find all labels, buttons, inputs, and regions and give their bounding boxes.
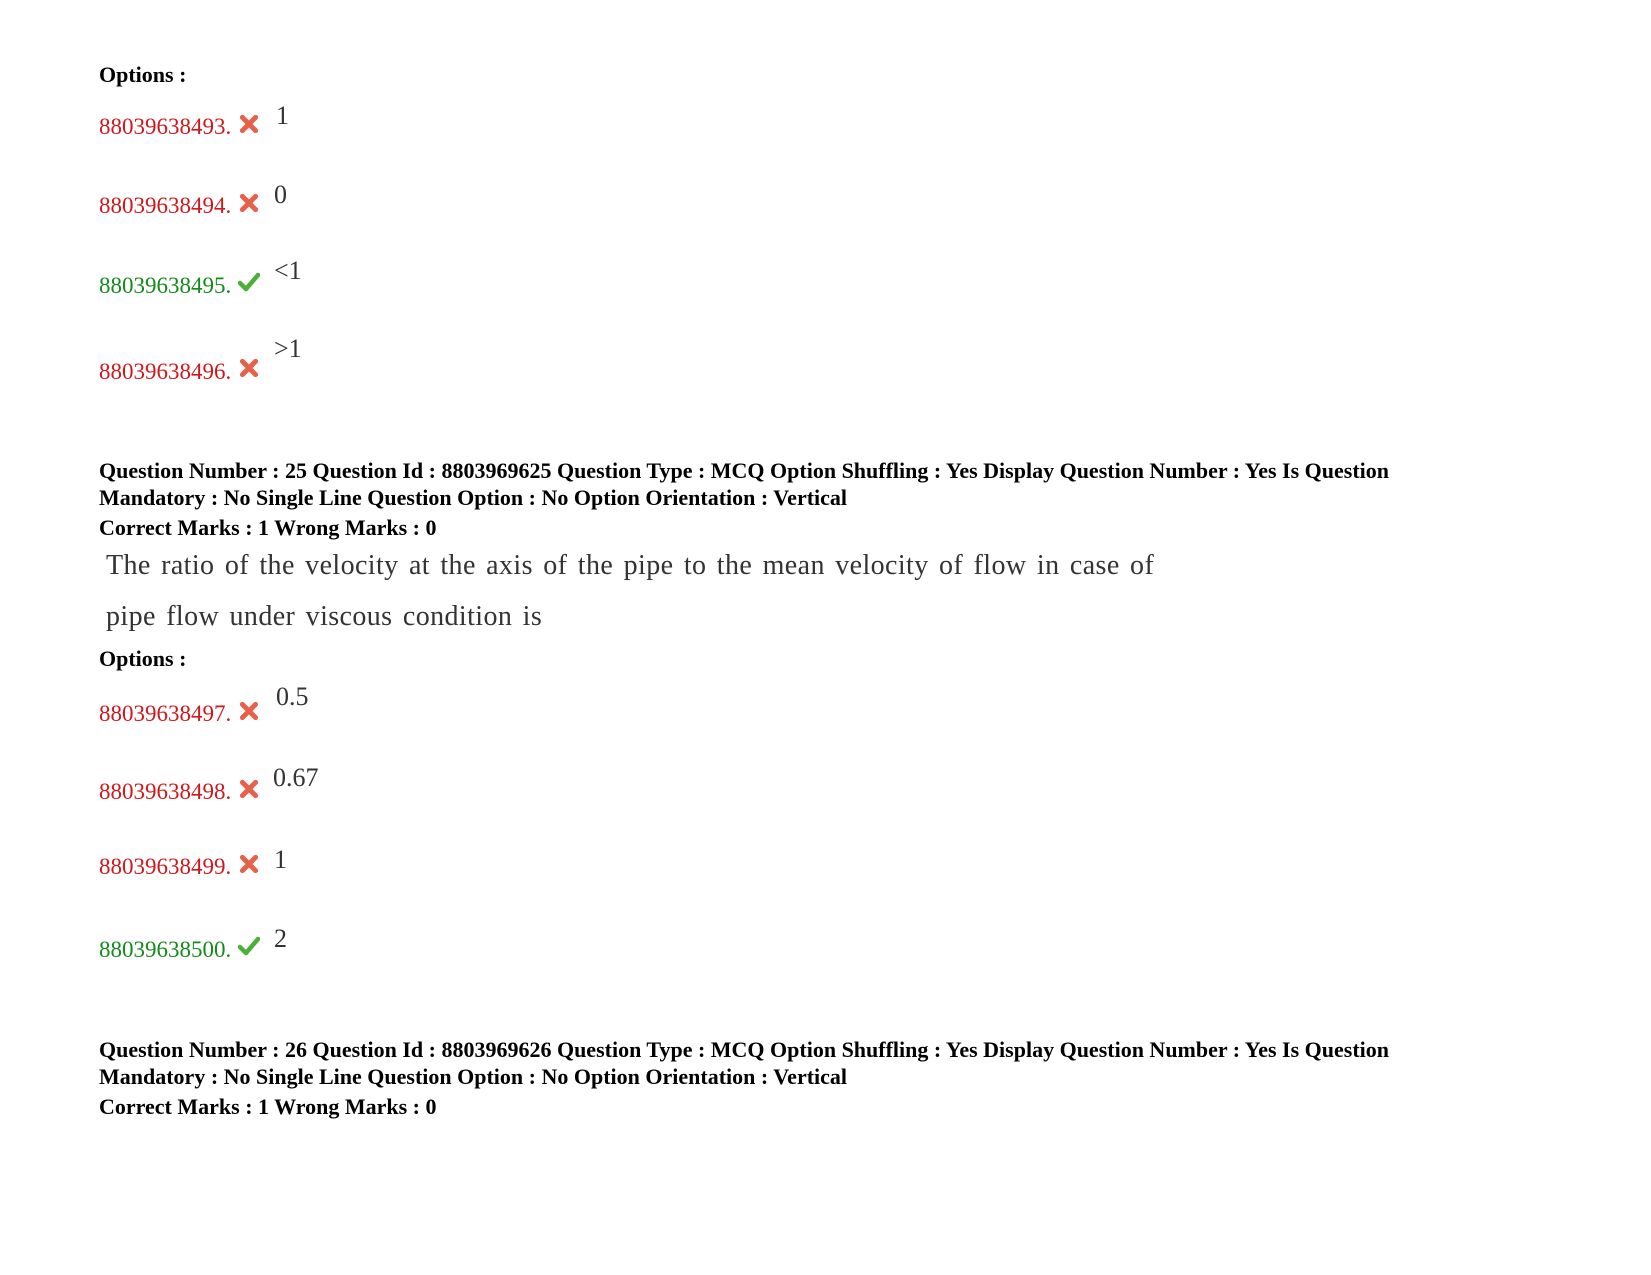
option-id: 88039638496. bbox=[99, 359, 232, 384]
cross-icon bbox=[238, 700, 260, 722]
question-meta-line: Question Number : 25 Question Id : 8803969625 Question Type : MCQ Option Shuffling : Yes Display Question Number : Yes Is Question bbox=[99, 458, 1389, 483]
option-value: <1 bbox=[274, 256, 302, 285]
question-text: pipe flow under viscous condition is bbox=[106, 601, 543, 632]
option-id: 88039638497. bbox=[99, 701, 232, 726]
option-value: 2 bbox=[274, 924, 287, 953]
question-meta-line: Mandatory : No Single Line Question Option : No Option Orientation : Vertical bbox=[99, 485, 848, 510]
question-text: The ratio of the velocity at the axis of the pipe to the mean velocity of flow in case of bbox=[106, 550, 1155, 581]
option-value: 1 bbox=[276, 101, 289, 130]
options-label: Options : bbox=[99, 646, 187, 671]
option-id: 88039638500. bbox=[99, 937, 232, 962]
option-id: 88039638498. bbox=[99, 779, 232, 804]
cross-icon bbox=[238, 778, 260, 800]
check-icon bbox=[237, 270, 261, 294]
question-meta-line: Mandatory : No Single Line Question Option : No Option Orientation : Vertical bbox=[99, 1064, 848, 1089]
option-value: 0.67 bbox=[273, 763, 319, 792]
option-value: >1 bbox=[274, 334, 302, 363]
question-meta bbox=[99, 1036, 1559, 1090]
question-meta-line: Question Number : 26 Question Id : 8803969626 Question Type : MCQ Option Shuffling : Yes Display Question Number : Yes Is Question bbox=[99, 1037, 1389, 1062]
cross-icon bbox=[238, 357, 260, 379]
option-value: 0.5 bbox=[276, 682, 309, 711]
option-value: 0 bbox=[274, 180, 287, 209]
cross-icon bbox=[238, 192, 260, 214]
check-icon bbox=[237, 934, 261, 958]
question-meta bbox=[99, 457, 1559, 511]
option-value: 1 bbox=[274, 845, 287, 874]
question-marks: Correct Marks : 1 Wrong Marks : 0 bbox=[99, 1094, 437, 1119]
option-id: 88039638495. bbox=[99, 273, 232, 298]
option-id: 88039638494. bbox=[99, 193, 232, 218]
option-id: 88039638499. bbox=[99, 854, 232, 879]
cross-icon bbox=[238, 853, 260, 875]
question-marks: Correct Marks : 1 Wrong Marks : 0 bbox=[99, 515, 437, 540]
cross-icon bbox=[238, 113, 260, 135]
option-id: 88039638493. bbox=[99, 114, 232, 139]
options-label: Options : bbox=[99, 62, 187, 87]
